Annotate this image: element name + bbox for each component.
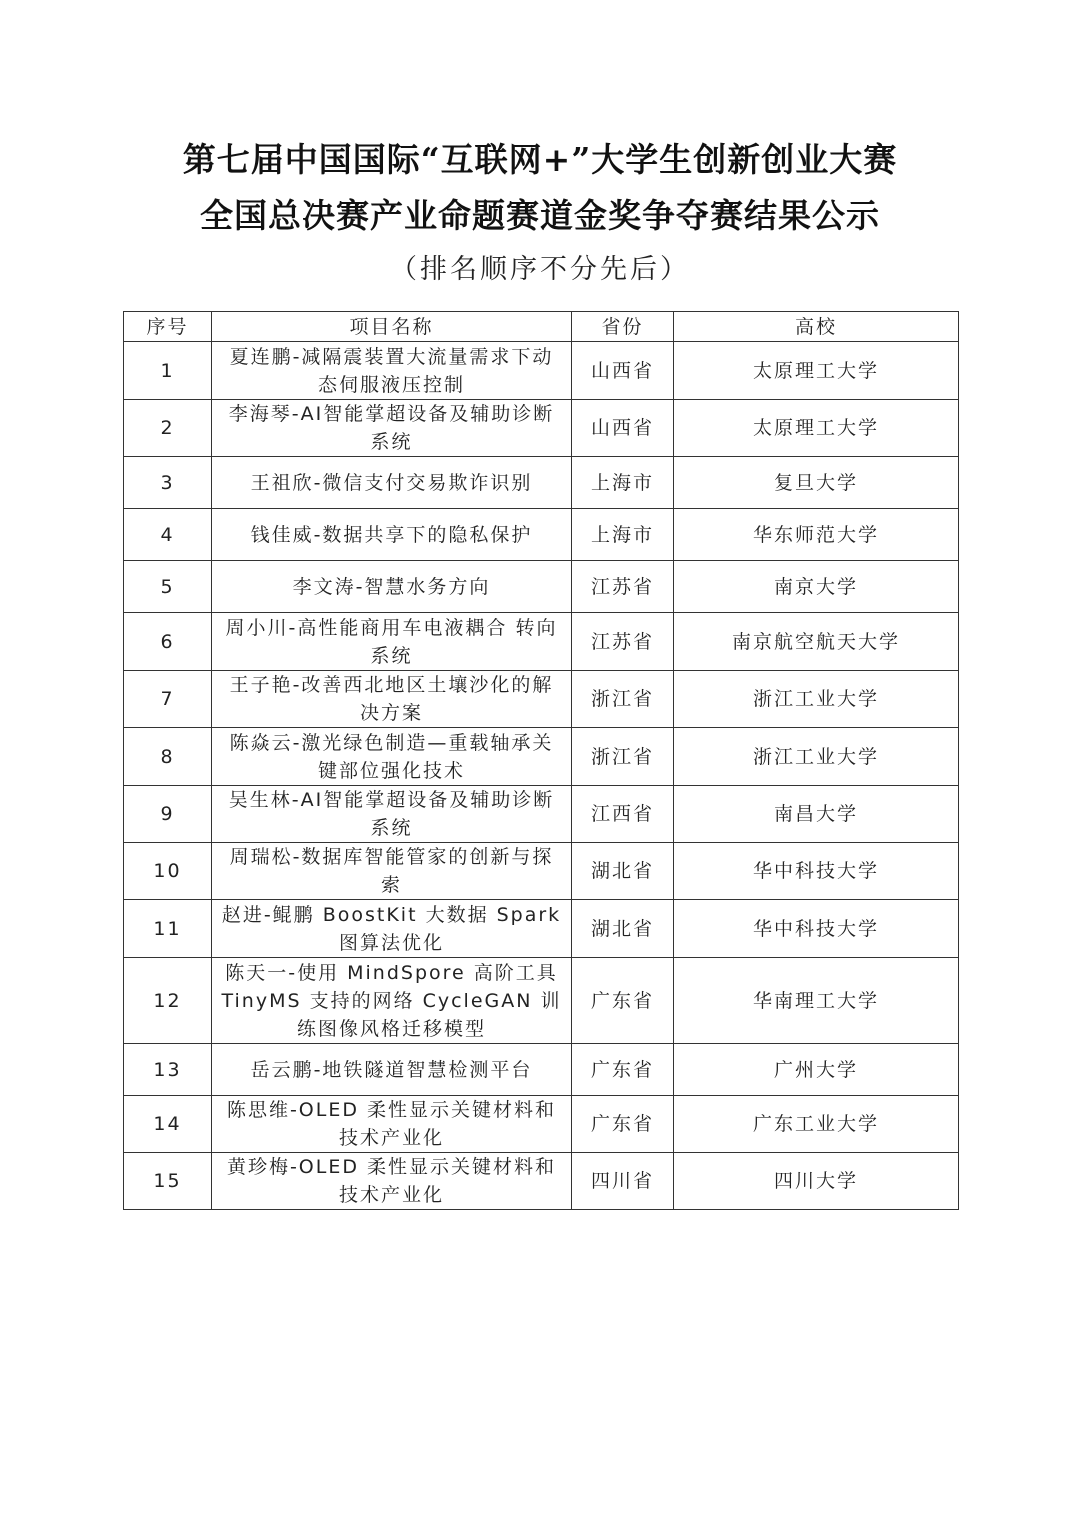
cell-province: 浙江省 — [572, 671, 674, 728]
cell-province: 山西省 — [572, 400, 674, 457]
cell-province: 四川省 — [572, 1153, 674, 1210]
header-number: 序号 — [124, 312, 212, 342]
cell-university: 华中科技大学 — [674, 843, 959, 900]
cell-number: 6 — [124, 613, 212, 671]
cell-project: 王祖欣-微信支付交易欺诈识别 — [212, 457, 572, 509]
cell-number: 13 — [124, 1044, 212, 1096]
table-row — [124, 728, 959, 786]
table-row — [124, 1096, 959, 1153]
table-row — [124, 786, 959, 843]
cell-number: 2 — [124, 400, 212, 457]
table-row — [124, 671, 959, 728]
cell-project: 吴生林-AI智能掌超设备及辅助诊断系统 — [212, 786, 572, 843]
cell-project: 钱佳威-数据共享下的隐私保护 — [212, 509, 572, 561]
cell-university: 太原理工大学 — [674, 400, 959, 457]
cell-number: 4 — [124, 509, 212, 561]
cell-province: 江苏省 — [572, 561, 674, 613]
cell-project: 周小川-高性能商用车电液耦合 转向系统 — [212, 613, 572, 671]
cell-university: 浙江工业大学 — [674, 728, 959, 786]
cell-university: 南京航空航天大学 — [674, 613, 959, 671]
title-block — [0, 132, 1080, 292]
cell-number: 7 — [124, 671, 212, 728]
cell-number: 15 — [124, 1153, 212, 1210]
cell-university: 华东师范大学 — [674, 509, 959, 561]
table-row — [124, 958, 959, 1044]
table-row — [124, 1044, 959, 1096]
cell-project: 陈天一-使用 MindSpore 高阶工具 TinyMS 支持的网络 CycleGAN 训练图像风格迁移模型 — [212, 958, 572, 1044]
page-title-line-2: 全国总决赛产业命题赛道金奖争夺赛结果公示 — [200, 196, 880, 235]
cell-project: 夏连鹏-减隔震装置大流量需求下动态伺服液压控制 — [212, 342, 572, 400]
cell-number: 9 — [124, 786, 212, 843]
cell-university: 华南理工大学 — [674, 958, 959, 1044]
page-subtitle: （排名顺序不分先后） — [390, 254, 690, 285]
cell-university: 华中科技大学 — [674, 900, 959, 958]
cell-project: 赵进-鲲鹏 BoostKit 大数据 Spark 图算法优化 — [212, 900, 572, 958]
table-row — [124, 561, 959, 613]
cell-province: 上海市 — [572, 457, 674, 509]
cell-university: 广州大学 — [674, 1044, 959, 1096]
cell-province: 广东省 — [572, 1096, 674, 1153]
cell-number: 5 — [124, 561, 212, 613]
table-header-row — [124, 312, 959, 342]
cell-project: 黄珍梅-OLED 柔性显示关键材料和技术产业化 — [212, 1153, 572, 1210]
cell-university: 浙江工业大学 — [674, 671, 959, 728]
cell-university: 广东工业大学 — [674, 1096, 959, 1153]
cell-university: 南昌大学 — [674, 786, 959, 843]
table-row — [124, 509, 959, 561]
cell-province: 广东省 — [572, 958, 674, 1044]
header-province: 省份 — [572, 312, 674, 342]
cell-province: 江西省 — [572, 786, 674, 843]
cell-project: 李文涛-智慧水务方向 — [212, 561, 572, 613]
cell-university: 南京大学 — [674, 561, 959, 613]
cell-university: 四川大学 — [674, 1153, 959, 1210]
cell-number: 11 — [124, 900, 212, 958]
cell-province: 湖北省 — [572, 843, 674, 900]
cell-number: 1 — [124, 342, 212, 400]
cell-province: 湖北省 — [572, 900, 674, 958]
cell-project: 王子艳-改善西北地区土壤沙化的解决方案 — [212, 671, 572, 728]
table-row — [124, 342, 959, 400]
cell-province: 广东省 — [572, 1044, 674, 1096]
cell-province: 上海市 — [572, 509, 674, 561]
table-row — [124, 400, 959, 457]
cell-number: 12 — [124, 958, 212, 1044]
table-row — [124, 843, 959, 900]
cell-project: 李海琴-AI智能掌超设备及辅助诊断系统 — [212, 400, 572, 457]
cell-province: 山西省 — [572, 342, 674, 400]
results-table — [123, 311, 959, 1210]
page-title-line-1: 第七届中国国际“互联网+”大学生创新创业大赛 — [182, 140, 898, 179]
cell-province: 江苏省 — [572, 613, 674, 671]
cell-number: 3 — [124, 457, 212, 509]
cell-project: 陈焱云-激光绿色制造—重载轴承关键部位强化技术 — [212, 728, 572, 786]
cell-province: 浙江省 — [572, 728, 674, 786]
cell-project: 周瑞松-数据库智能管家的创新与探索 — [212, 843, 572, 900]
cell-university: 复旦大学 — [674, 457, 959, 509]
table-row — [124, 900, 959, 958]
cell-project: 陈思维-OLED 柔性显示关键材料和技术产业化 — [212, 1096, 572, 1153]
cell-number: 10 — [124, 843, 212, 900]
table-row — [124, 613, 959, 671]
cell-number: 8 — [124, 728, 212, 786]
cell-number: 14 — [124, 1096, 212, 1153]
cell-project: 岳云鹏-地铁隧道智慧检测平台 — [212, 1044, 572, 1096]
header-project: 项目名称 — [212, 312, 572, 342]
cell-university: 太原理工大学 — [674, 342, 959, 400]
table-row — [124, 1153, 959, 1210]
table-row — [124, 457, 959, 509]
header-university: 高校 — [674, 312, 959, 342]
